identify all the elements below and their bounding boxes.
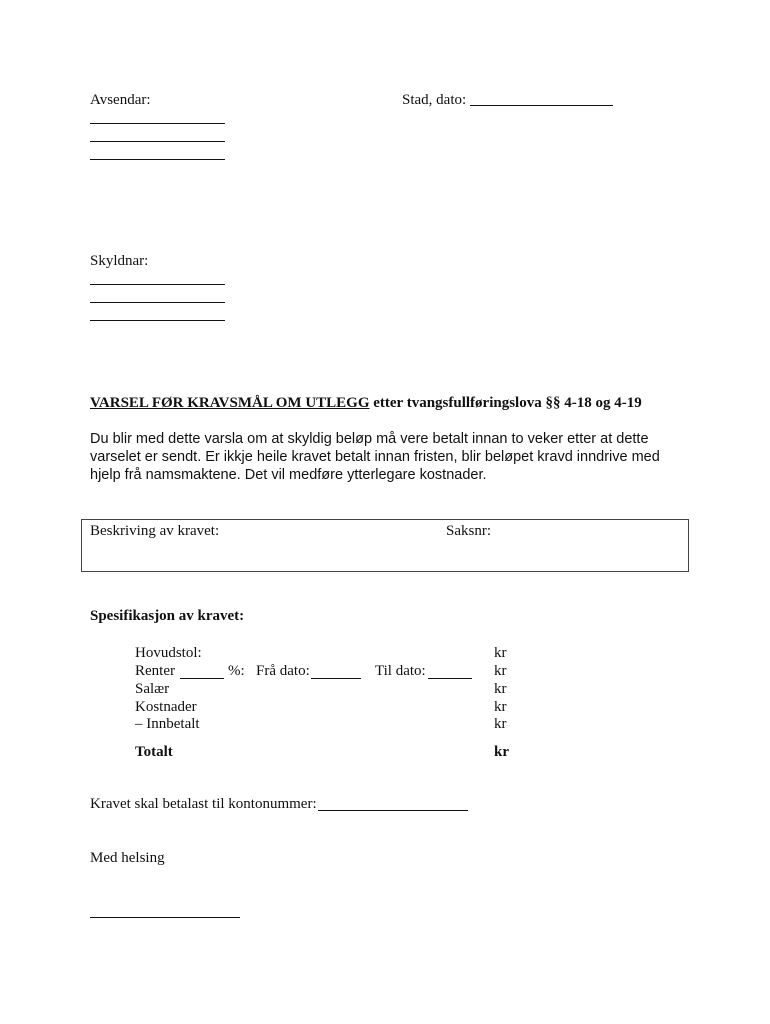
- costs-currency: kr: [494, 699, 507, 715]
- notice-title-rest: etter tvangsfullføringslova §§ 4-18 og 4-19: [369, 395, 642, 411]
- place-date-line[interactable]: [470, 105, 613, 106]
- principal-currency: kr: [494, 645, 507, 661]
- principal-label: Hovudstol:: [135, 645, 202, 661]
- fees-label: Salær: [135, 681, 170, 697]
- place-date-label: Stad, dato:: [402, 92, 467, 108]
- case-number-label: Saksnr:: [446, 523, 491, 539]
- notice-title-underlined: VARSEL FØR KRAVSMÅL OM UTLEGG: [90, 395, 370, 411]
- claim-description-label: Beskriving av kravet:: [90, 523, 220, 539]
- notice-body: Du blir med dette varsla om at skyldig beløp må vere betalt innan to veker etter at dette varselet er sendt. Er ikkje heile kravet betalt innan fristen, blir beløpet kravd inndrive med hjelp frå namsmaktene. Det vil medføre ytterlegare kostnader.: [90, 431, 660, 483]
- fees-currency: kr: [494, 681, 507, 697]
- to-date-line[interactable]: [428, 678, 472, 679]
- sender-line-2[interactable]: [90, 141, 225, 142]
- total-currency: kr: [494, 744, 509, 760]
- paid-currency: kr: [494, 716, 507, 732]
- paid-label: – Innbetalt: [135, 716, 200, 732]
- from-date-label: Frå dato:: [256, 663, 310, 679]
- signature-line[interactable]: [90, 917, 240, 918]
- from-date-line[interactable]: [311, 678, 361, 679]
- to-date-label: Til dato:: [375, 663, 426, 679]
- total-label: Totalt: [135, 744, 173, 760]
- debtor-line-1[interactable]: [90, 284, 225, 285]
- debtor-label: Skyldnar:: [90, 253, 149, 269]
- account-number-line[interactable]: [318, 810, 468, 811]
- debtor-line-3[interactable]: [90, 320, 225, 321]
- notice-title: [90, 395, 642, 412]
- interest-rate-line[interactable]: [180, 678, 224, 679]
- closing-greeting: Med helsing: [90, 850, 165, 866]
- sender-line-1[interactable]: [90, 123, 225, 124]
- account-label: Kravet skal betalast til kontonummer:: [90, 796, 317, 812]
- sender-line-3[interactable]: [90, 159, 225, 160]
- sender-label: Avsendar:: [90, 92, 151, 108]
- percent-label: %:: [228, 663, 245, 679]
- costs-label: Kostnader: [135, 699, 197, 715]
- specification-title: Spesifikasjon av kravet:: [90, 608, 245, 624]
- interest-label: Renter: [135, 663, 175, 679]
- interest-currency: kr: [494, 663, 507, 679]
- debtor-line-2[interactable]: [90, 302, 225, 303]
